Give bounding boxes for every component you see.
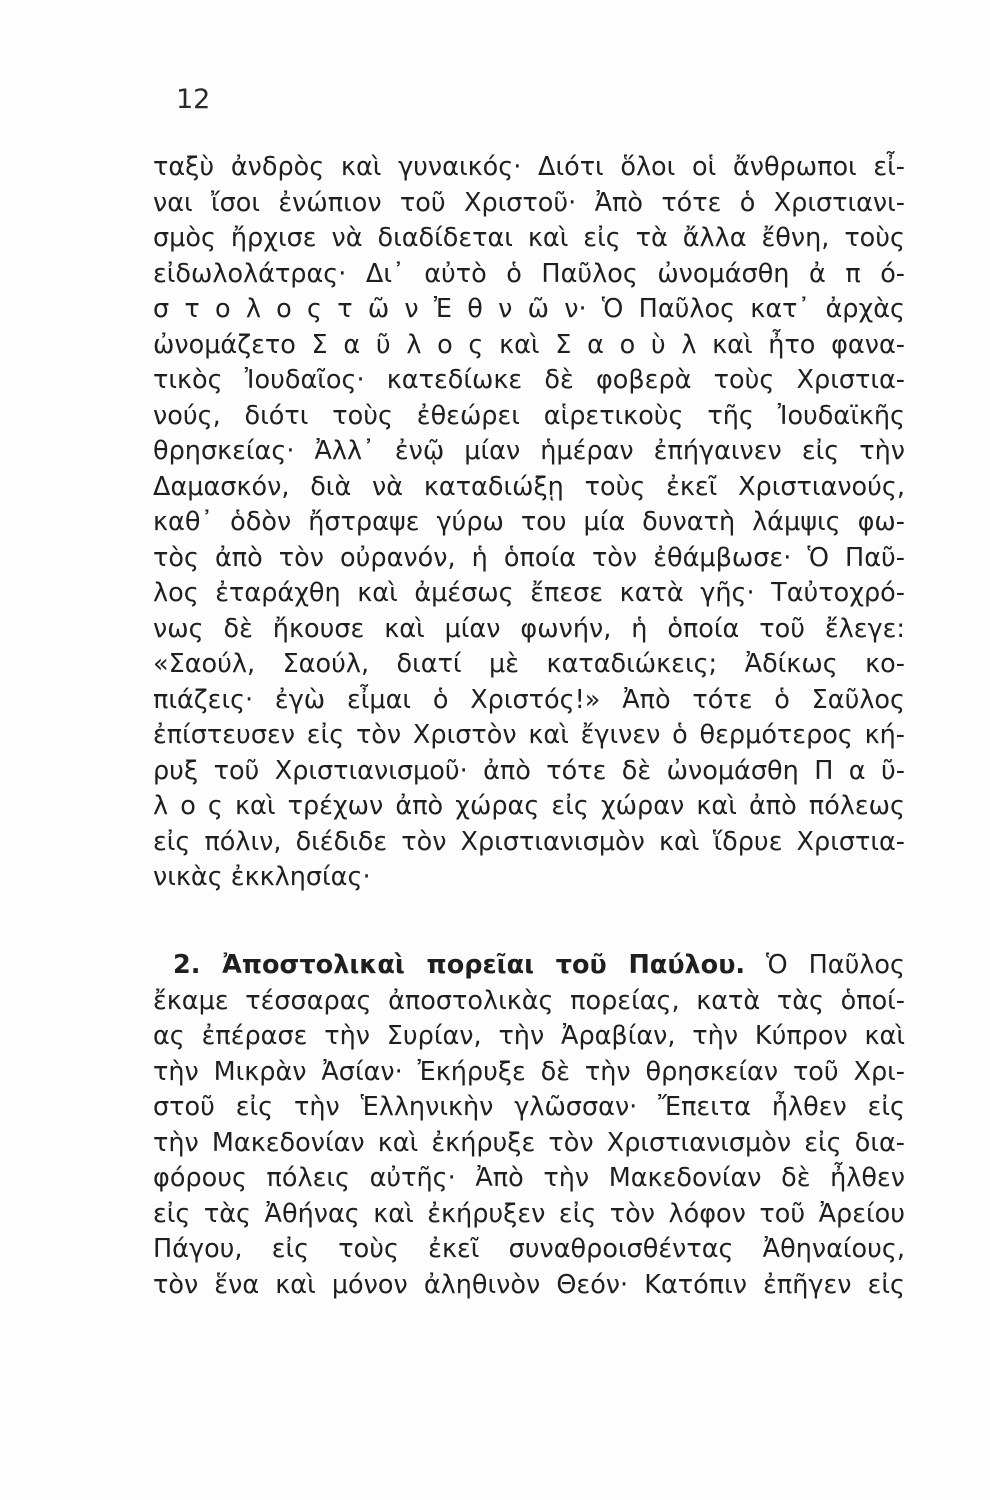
section-first-line <box>153 948 905 984</box>
text-line: «Σαούλ, Σαούλ, διατί μὲ καταδιώκεις; Ἀδίκως κο- <box>153 649 905 679</box>
text-line: λος ἐταράχθη καὶ ἀμέσως ἔπεσε κατὰ γῆς· Ταὐτοχρό- <box>153 578 905 608</box>
text-line: τὸν ἕνα καὶ μόνον ἀληθινὸν Θεόν· Κατόπιν ἐπῆγεν εἰς <box>153 1269 905 1300</box>
paragraph-apostolic-journeys <box>153 948 905 1303</box>
text-line: ας ἐπέρασε τὴν Συρίαν, τὴν Ἀραβίαν, τὴν Κύπρον καὶ <box>153 1021 905 1051</box>
text-line: τικὸς Ἰουδαῖος· κατεδίωκε δὲ φοβερὰ τοὺς Χριστια- <box>153 365 905 395</box>
text-fragment: Ὁ Παῦλος <box>766 950 905 980</box>
text-line: τὸς ἀπὸ τὸν οὐρανόν, ἡ ὁποία τὸν ἐθάμβωσε· Ὁ Παῦ- <box>153 542 905 573</box>
text-line: καθ᾿ ὁδὸν ἤστραψε γύρω του μία δυνατὴ λάμψις φω- <box>153 507 905 537</box>
text-line: ταξὺ ἀνδρὸς καὶ γυναικός· Διότι ὅλοι οἱ ἄνθρωποι εἶ- <box>153 152 905 182</box>
text-line: φόρους πόλεις αὐτῆς· Ἀπὸ τὴν Μακεδονίαν δὲ ἦλθεν <box>153 1163 905 1193</box>
text-line: νικὰς ἐκκλησίας· <box>153 862 371 892</box>
text-line: Δαμασκόν, διὰ νὰ καταδιώξῃ τοὺς ἐκεῖ Χριστιανούς, <box>153 471 905 502</box>
text-line: ναι ἴσοι ἐνώπιον τοῦ Χριστοῦ· Ἀπὸ τότε ὁ Χριστιανι- <box>153 187 905 218</box>
text-line: Πάγου, εἰς τοὺς ἐκεῖ συναθροισθέντας Ἀθηναίους, <box>153 1234 905 1264</box>
text-line: πιάζεις· ἐγὼ εἶμαι ὁ Χριστός!» Ἀπὸ τότε ὁ Σαῦλος <box>153 684 905 715</box>
text-line: θρησκείας· Ἀλλ᾿ ἐνῷ μίαν ἡμέραν ἐπήγαινεν εἰς τὴν <box>153 436 905 466</box>
section-heading: 2. Ἀποστολικαὶ πορεῖαι τοῦ Παύλου. <box>173 950 746 980</box>
text-line: τὴν Μικρὰν Ἀσίαν· Ἐκήρυξε δὲ τὴν θρησκείαν τοῦ Χρι- <box>153 1056 905 1087</box>
text-line: τὴν Μακεδονίαν καὶ ἐκήρυξε τὸν Χριστιανισμὸν εἰς δια- <box>153 1127 905 1158</box>
text-line: στοῦ εἰς τὴν Ἑλληνικὴν γλῶσσαν· Ἔπειτα ἦλθεν εἰς <box>153 1092 905 1122</box>
paragraph-paul-conversion <box>153 150 905 896</box>
text-line: ἐπίστευσεν εἰς τὸν Χριστὸν καὶ ἔγινεν ὁ θερμότερος κή- <box>153 720 905 750</box>
text-line: νούς, διότι τοὺς ἐθεώρει αἱρετικοὺς τῆς Ἰουδαϊκῆς <box>153 400 905 431</box>
text-line: λ ο ς καὶ τρέχων ἀπὸ χώρας εἰς χώραν καὶ ἀπὸ πόλεως <box>153 791 905 821</box>
text-line: ἔκαμε τέσσαρας ἀποστολικὰς πορείας, κατὰ τὰς ὁποί- <box>153 985 905 1016</box>
page-number: 12 <box>176 84 211 115</box>
text-line: εἰδωλολάτρας· Δι᾿ αὐτὸ ὁ Παῦλος ὠνομάσθη ἀ π ό- <box>153 258 905 289</box>
text-line: σ τ ο λ ο ς τ ῶ ν Ἐ θ ν ῶ ν· Ὁ Παῦλος κατ᾿ ἀρχὰς <box>153 294 905 324</box>
text-line: ὠνομάζετο Σ α ῦ λ ο ς καὶ Σ α ο ὺ λ καὶ ἦτο φανα- <box>153 329 905 360</box>
text-line: νως δὲ ἤκουσε καὶ μίαν φωνήν, ἡ ὁποία τοῦ ἔλεγε: <box>153 613 905 644</box>
text-line: εἰς πόλιν, διέδιδε τὸν Χριστιανισμὸν καὶ ἵδρυε Χριστια- <box>153 826 905 857</box>
text-line: σμὸς ἤρχισε νὰ διαδίδεται καὶ εἰς τὰ ἄλλα ἔθνη, τοὺς <box>153 223 905 253</box>
text-line: εἰς τὰς Ἀθήνας καὶ ἐκήρυξεν εἰς τὸν λόφον τοῦ Ἀρείου <box>153 1198 905 1229</box>
text-line: ρυξ τοῦ Χριστιανισμοῦ· ἀπὸ τότε δὲ ὠνομάσθη Π α ῦ- <box>153 755 905 786</box>
